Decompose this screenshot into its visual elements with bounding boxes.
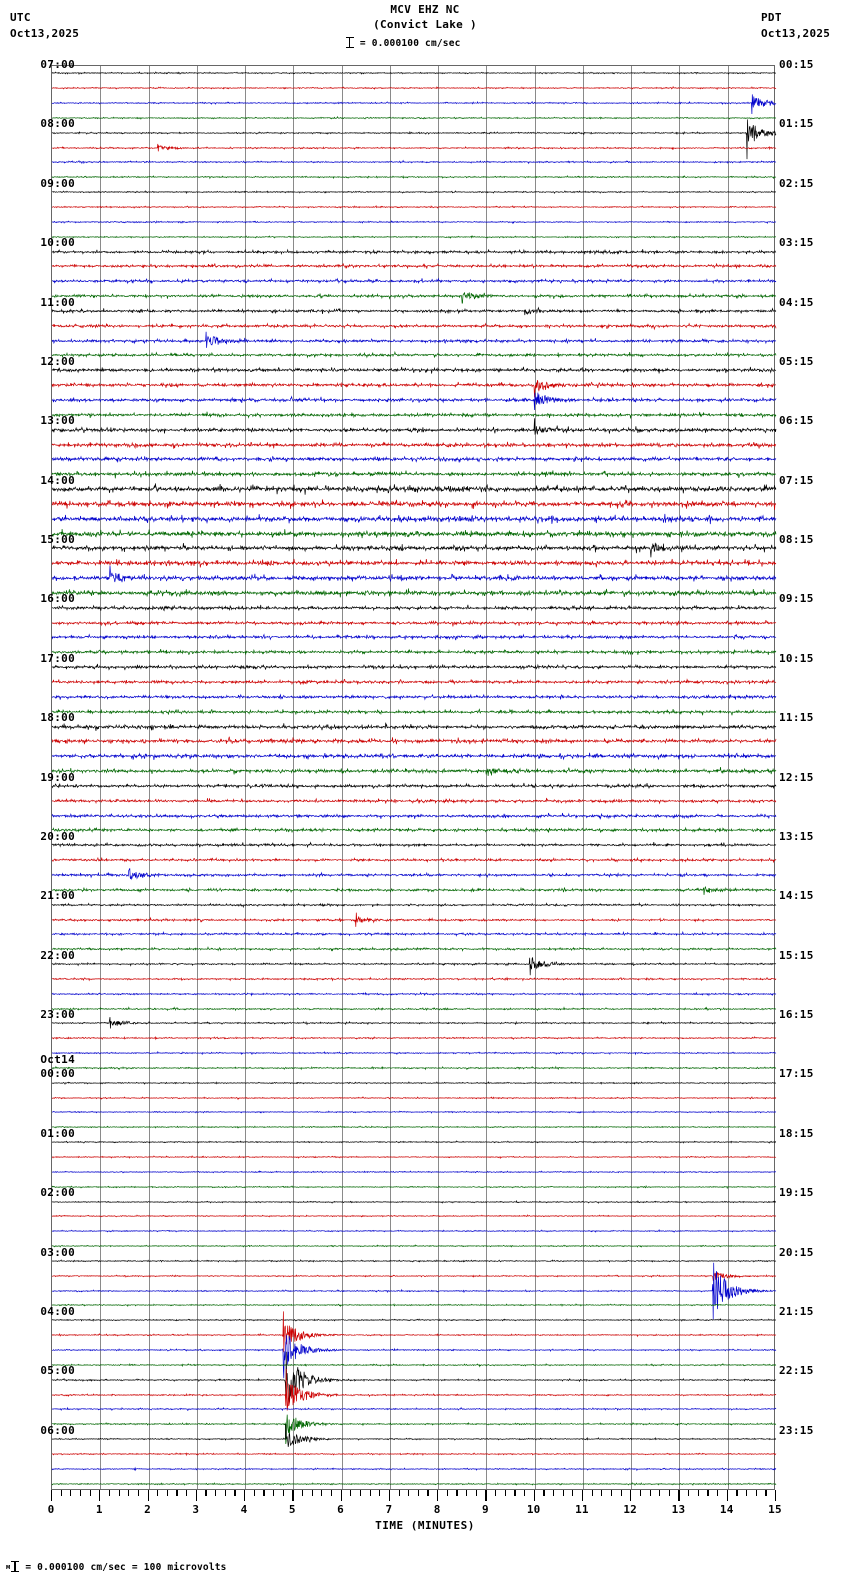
seismic-trace: [52, 994, 776, 995]
seismic-trace: [52, 237, 776, 238]
x-axis-minor-tick: [592, 1490, 593, 1496]
x-axis-minor-tick: [717, 1490, 718, 1496]
x-axis-minor-tick: [456, 1490, 457, 1496]
x-axis-minor-tick: [205, 1490, 206, 1496]
x-axis-minor-tick: [746, 1490, 747, 1496]
x-axis-minor-tick: [128, 1490, 129, 1496]
x-axis-minor-tick: [756, 1490, 757, 1496]
seismic-trace: [52, 1305, 776, 1306]
station-name: (Convict Lake ): [373, 18, 477, 31]
x-axis-minor-tick: [572, 1490, 573, 1496]
x-axis-minor-tick: [543, 1490, 544, 1496]
x-axis-minor-tick: [225, 1490, 226, 1496]
utc-date: Oct13,2025: [10, 27, 80, 40]
seismic-trace: [52, 712, 776, 713]
x-axis-minor-tick: [321, 1490, 322, 1496]
seismic-trace: [52, 979, 776, 980]
x-axis-major-tick: [389, 1490, 390, 1501]
x-axis-tick-label: 14: [719, 1503, 734, 1516]
x-axis-tick-label: 4: [240, 1503, 248, 1516]
seismic-trace: [52, 207, 776, 208]
x-axis-minor-tick: [524, 1490, 525, 1496]
x-axis-minor-tick: [215, 1490, 216, 1496]
utc-hour-label: 15:00: [40, 533, 75, 546]
x-axis-tick-label: 0: [47, 1503, 55, 1516]
x-axis-major-tick: [485, 1490, 486, 1501]
x-axis-minor-tick: [466, 1490, 467, 1496]
seismic-trace: [52, 1112, 776, 1113]
x-axis-tick-label: 12: [623, 1503, 638, 1516]
x-axis-minor-tick: [688, 1490, 689, 1496]
pdt-hour-label: 23:15: [779, 1423, 814, 1437]
utc-hour-label: 07:00: [40, 58, 75, 71]
seismogram-plot-area: [51, 65, 775, 1490]
x-axis-minor-tick: [621, 1490, 622, 1496]
x-axis-tick-label: 13: [671, 1503, 686, 1516]
x-axis-minor-tick: [80, 1490, 81, 1496]
x-axis-minor-tick: [553, 1490, 554, 1496]
x-axis-minor-tick: [90, 1490, 91, 1496]
seismic-trace: [52, 1469, 776, 1470]
header-right-timezone-block: [761, 10, 830, 42]
x-axis-major-tick: [630, 1490, 631, 1501]
seismic-trace: [52, 623, 776, 624]
x-axis-major-tick: [775, 1490, 776, 1501]
x-axis-major-tick: [727, 1490, 728, 1501]
x-axis-major-tick: [292, 1490, 293, 1501]
seismic-trace: [52, 266, 776, 267]
seismic-trace: [52, 563, 776, 564]
utc-hour-label: 17:00: [40, 651, 75, 665]
utc-hour-label: 04:00: [40, 1304, 75, 1318]
seismic-trace: [52, 474, 776, 475]
utc-hour-label: 12:00: [40, 354, 75, 368]
x-axis-major-tick: [341, 1490, 342, 1501]
pdt-hour-label: 05:15: [779, 354, 814, 368]
pdt-hour-label: 17:15: [779, 1067, 814, 1081]
seismic-trace: [52, 430, 776, 431]
utc-hour-label: 05:00: [40, 1364, 75, 1378]
utc-hour-label: 00:00: [40, 1067, 75, 1081]
pdt-hour-label: 18:15: [779, 1126, 814, 1140]
seismic-trace: [52, 1454, 776, 1455]
x-axis-minor-tick: [167, 1490, 168, 1496]
utc-hour-label: 10:00: [40, 236, 75, 250]
seismic-trace: [52, 786, 776, 787]
seismic-trace: [52, 1038, 776, 1039]
utc-hour-label: 22:00: [40, 948, 75, 962]
seismic-trace: [52, 1098, 776, 1099]
x-axis-minor-tick: [408, 1490, 409, 1496]
utc-hour-label: 20:00: [40, 829, 75, 843]
pdt-hour-label: 10:15: [779, 651, 814, 665]
x-axis-minor-tick: [263, 1490, 264, 1496]
utc-label: UTC: [10, 11, 31, 24]
utc-hour-label: 18:00: [40, 711, 75, 725]
footer-ibeam-icon: [10, 1560, 19, 1573]
seismic-trace: [52, 192, 776, 193]
x-axis-tick-label: 15: [768, 1503, 782, 1516]
pdt-hour-label: 12:15: [779, 770, 814, 784]
x-axis-minor-tick: [611, 1490, 612, 1496]
seismic-trace: [52, 1216, 776, 1217]
seismic-trace: [52, 162, 776, 163]
pdt-hour-label: 09:15: [779, 592, 814, 606]
seismic-trace: [52, 949, 776, 950]
x-axis-major-tick: [534, 1490, 535, 1501]
x-axis-minor-tick: [765, 1490, 766, 1496]
x-axis-minor-tick: [514, 1490, 515, 1496]
seismic-trace: [52, 281, 776, 282]
seismic-trace: [52, 920, 776, 921]
station-code: MCV EHZ NC: [390, 3, 460, 16]
utc-hour-label: 16:00: [40, 592, 75, 606]
x-axis-minor-tick: [234, 1490, 235, 1496]
x-axis-minor-tick: [350, 1490, 351, 1496]
x-axis-minor-tick: [447, 1490, 448, 1496]
pdt-hour-label: 16:15: [779, 1008, 814, 1021]
seismic-trace: [52, 741, 776, 742]
pdt-hour-label: 06:15: [779, 414, 814, 428]
seismic-trace: [52, 311, 776, 312]
pdt-hour-label: 20:15: [779, 1245, 814, 1259]
utc-hour-label: 02:00: [40, 1186, 75, 1200]
seismic-trace: [52, 905, 776, 906]
x-axis-minor-tick: [119, 1490, 120, 1496]
pdt-hour-label: 02:15: [779, 176, 814, 190]
x-axis-minor-tick: [495, 1490, 496, 1496]
footer-mark-icon: м: [6, 1563, 11, 1571]
seismic-trace: [52, 1276, 776, 1277]
utc-hour-label: 23:00: [40, 1008, 75, 1021]
seismic-trace: [52, 1484, 776, 1485]
x-axis-major-tick: [582, 1490, 583, 1501]
seismic-trace: [52, 445, 776, 446]
x-axis-minor-tick: [399, 1490, 400, 1496]
x-axis-minor-tick: [360, 1490, 361, 1496]
pdt-hour-label: 19:15: [779, 1186, 814, 1200]
seismic-trace: [52, 355, 776, 356]
utc-hour-label: 13:00: [40, 414, 75, 428]
x-axis-tick-label: 3: [192, 1503, 200, 1516]
x-axis-tick-label: 11: [575, 1503, 589, 1516]
x-axis-minor-tick: [640, 1490, 641, 1496]
seismic-trace: [52, 1261, 776, 1262]
seismic-trace: [52, 875, 776, 876]
pdt-hour-label: 21:15: [779, 1304, 814, 1318]
x-axis-minor-tick: [283, 1490, 284, 1496]
x-axis-major-tick: [678, 1490, 679, 1501]
seismic-trace: [52, 1380, 776, 1381]
x-axis-minor-tick: [186, 1490, 187, 1496]
utc-hour-label: 11:00: [40, 295, 75, 309]
pdt-hour-label: 04:15: [779, 295, 814, 309]
x-axis-minor-tick: [109, 1490, 110, 1496]
x-axis-tick-label: 8: [433, 1503, 441, 1516]
x-axis-minor-tick: [138, 1490, 139, 1496]
seismic-trace: [52, 830, 776, 831]
x-axis-minor-tick: [254, 1490, 255, 1496]
utc-hour-label: 01:00: [40, 1126, 75, 1140]
utc-hour-label: 03:00: [40, 1245, 75, 1259]
scale-bar-legend: [345, 36, 461, 49]
x-axis-minor-tick: [61, 1490, 62, 1496]
x-axis-tick-label: 2: [144, 1503, 151, 1516]
seismic-trace: [52, 400, 776, 401]
pdt-hour-label: 07:15: [779, 473, 814, 487]
seismic-trace: [52, 548, 776, 549]
x-axis-major-tick: [437, 1490, 438, 1501]
x-axis-minor-tick: [331, 1490, 332, 1496]
x-axis-major-tick: [148, 1490, 149, 1501]
x-axis-major-tick: [51, 1490, 52, 1501]
pdt-date: Oct13,2025: [761, 27, 831, 40]
seismic-trace: [52, 1157, 776, 1158]
utc-hour-label: 08:00: [40, 117, 75, 131]
x-axis-tick-label: 10: [526, 1503, 541, 1516]
x-axis-minor-tick: [273, 1490, 274, 1496]
x-axis-minor-tick: [563, 1490, 564, 1496]
footer-text: = 0.000100 cm/sec = 100 microvolts: [25, 1562, 227, 1573]
seismic-trace: [52, 1187, 776, 1188]
x-axis-tick-label: 7: [385, 1503, 393, 1516]
x-axis-tick-label: 5: [288, 1503, 296, 1516]
x-axis-tick-label: 6: [337, 1503, 345, 1516]
seismic-trace: [52, 667, 776, 668]
utc-hour-label: 09:00: [40, 176, 75, 190]
x-axis-minor-tick: [312, 1490, 313, 1496]
seismic-trace: [52, 756, 776, 757]
x-axis-major-tick: [244, 1490, 245, 1501]
x-axis-minor-tick: [418, 1490, 419, 1496]
x-axis-title: TIME (MINUTES): [375, 1519, 475, 1532]
utc-hour-label: 19:00: [40, 770, 75, 784]
seismic-trace: [52, 801, 776, 802]
x-axis-minor-tick: [707, 1490, 708, 1496]
seismic-trace: [52, 1231, 776, 1232]
seismic-trace: [52, 326, 776, 327]
seismic-trace: [52, 1068, 776, 1069]
seismic-trace: [52, 860, 776, 861]
seismic-trace: [52, 1142, 776, 1143]
seismic-trace: [52, 385, 776, 386]
x-axis-minor-tick: [669, 1490, 670, 1496]
utc-hour-label: 06:00: [40, 1423, 75, 1437]
pdt-hour-label: 08:15: [779, 533, 814, 546]
x-axis-minor-tick: [427, 1490, 428, 1496]
x-axis-minor-tick: [70, 1490, 71, 1496]
pdt-hour-label: 01:15: [779, 117, 814, 131]
seismic-trace: [52, 1395, 776, 1396]
scale-bar-text: = 0.000100 cm/sec: [359, 38, 461, 49]
date-change-label: Oct14: [40, 1053, 75, 1067]
x-axis-minor-tick: [302, 1490, 303, 1496]
pdt-hour-label: 11:15: [779, 711, 814, 725]
seismic-trace: [52, 519, 776, 520]
x-axis-tick-label: 1: [95, 1503, 103, 1516]
x-axis-minor-tick: [650, 1490, 651, 1496]
seismic-trace: [52, 88, 776, 89]
utc-hour-label: 21:00: [40, 889, 75, 903]
pdt-label: PDT: [761, 11, 782, 24]
x-axis-minor-tick: [157, 1490, 158, 1496]
seismic-trace: [52, 593, 776, 594]
seismic-trace: [52, 1350, 776, 1351]
seismic-trace: [52, 504, 776, 505]
seismic-trace: [52, 637, 776, 638]
header-title-block: [0, 2, 850, 32]
seismic-trace: [52, 682, 776, 683]
seismic-trace: [52, 1335, 776, 1336]
pdt-hour-label: 22:15: [779, 1364, 814, 1378]
utc-hour-label: 14:00: [40, 473, 75, 487]
seismic-trace: [52, 1023, 776, 1024]
x-axis-minor-tick: [736, 1490, 737, 1496]
seismic-trace: [52, 148, 776, 149]
pdt-hour-label: 14:15: [779, 889, 814, 903]
seismic-trace: [52, 1424, 776, 1425]
pdt-hour-label: 03:15: [779, 236, 814, 250]
x-axis-ticks: [51, 1490, 775, 1502]
footer-scale-note: [6, 1560, 227, 1573]
pdt-hour-label: 15:15: [779, 948, 814, 962]
x-axis-minor-tick: [476, 1490, 477, 1496]
seismic-trace: [52, 73, 776, 74]
seismic-trace: [52, 118, 776, 119]
x-axis-minor-tick: [601, 1490, 602, 1496]
x-axis-minor-tick: [659, 1490, 660, 1496]
x-axis-major-tick: [196, 1490, 197, 1501]
x-axis-tick-label: 9: [481, 1503, 489, 1516]
x-axis-minor-tick: [370, 1490, 371, 1496]
x-axis-minor-tick: [176, 1490, 177, 1496]
x-axis-minor-tick: [505, 1490, 506, 1496]
scale-ibeam-icon: [345, 36, 354, 49]
x-axis-minor-tick: [379, 1490, 380, 1496]
pdt-hour-label: 13:15: [779, 829, 814, 843]
x-axis-minor-tick: [698, 1490, 699, 1496]
x-axis-major-tick: [99, 1490, 100, 1501]
pdt-hour-label: 00:15: [779, 58, 814, 71]
